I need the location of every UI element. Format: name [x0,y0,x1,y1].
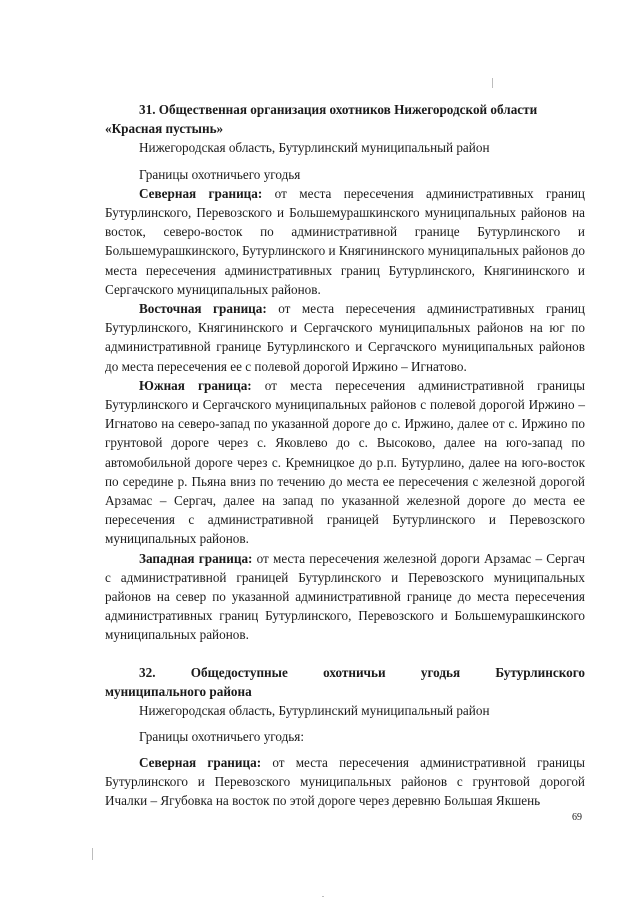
page-number: 69 [572,812,582,823]
south-boundary-label: Южная граница: [139,377,252,393]
section-32-title-line1: 32. Общедоступные охотничьи угодья Бутурлинского [139,664,585,680]
west-boundary-text: от места пересечения железной дороги Арзамас – Сергач с административной границей Бутурлинского и Перевозского муниципальных районов на север по указанной административной границе до места пересечения административных границ Бутурлинского, Перевозского и Большемурашкинского муниципальных районов. [105,550,585,643]
south-boundary-text: от места пересечения административной границы Бутурлинского и Сергачского муниципальных районов с полевой дорогой Иржино – Игнатово на северо-запад по указанной дороге до с. Иржино, далее от с. Иржино по грунтовой дороге через с. Яковлево до с. Высоково, далее на юго-запад по автомобильной дороге через с. Кремницкое до р.п. Бутурлино, далее на юго-восток по середине р. Пьяна вниз по течению до места ее пересечения с железной дорогой Арзамас – Сергач, далее на запад по указанной железной дороге до места ее пересечения с административной границей Бутурлинского и Перевозского муниципальных районов. [105,377,585,547]
scan-speck [492,78,493,88]
scan-speck [322,896,324,897]
section-32-location: Нижегородская область, Бутурлинский муниципальный район [139,703,490,719]
section-31-location: Нижегородская область, Бутурлинский муниципальный район [139,140,490,156]
north-boundary-text: от места пересечения административных границ Бутурлинского, Перевозского и Большемурашкинского муниципальных районов на восток, северо-восток по административной границе Бутурлинского и Большемурашкинского, Бутурлинского и Княгининского муниципальных районов до места пересечения административных границ Бутурлинского, Княгининского и Сергачского муниципальных районов. [105,185,585,297]
north-boundary-label: Северная граница: [139,754,262,770]
spacer [105,645,585,663]
section-31-west-boundary [105,549,585,645]
west-boundary-label: Западная граница: [139,550,253,566]
section-32-north-boundary [105,753,585,811]
section-31-title-line2: «Красная пустынь» [105,121,224,137]
section-31-east-boundary [105,299,585,376]
scan-speck [92,848,93,860]
section-31-south-boundary [105,376,585,549]
east-boundary-text: от места пересечения административных границ Бутурлинского, Княгининского и Сергачского муниципальных районов на юг по административной границе Бутурлинского и Сергачского муниципальных районов до места пересечения ее с полевой дорогой Иржино – Игнатово. [105,301,585,374]
spacer [105,158,585,165]
north-boundary-label: Северная граница: [139,185,263,201]
section-32-subtitle: Границы охотничьего угодья: [139,729,305,745]
section-31-title-line1: 31. Общественная организация охотников Нижегородской области [139,102,538,117]
section-31-north-boundary [105,184,585,299]
spacer [105,720,585,727]
section-31-subtitle: Границы охотничьего угодья [139,166,301,182]
section-32-title-line2: муниципального района [105,683,252,699]
north-boundary-text: от места пересечения административной границы Бутурлинского и Перевозского муниципальных районов с грунтовой дорогой Ичалки – Ягубовка на восток по этой дороге через деревню Большая Якшень [105,754,586,808]
document-page [105,100,585,810]
east-boundary-label: Восточная граница: [139,301,267,317]
